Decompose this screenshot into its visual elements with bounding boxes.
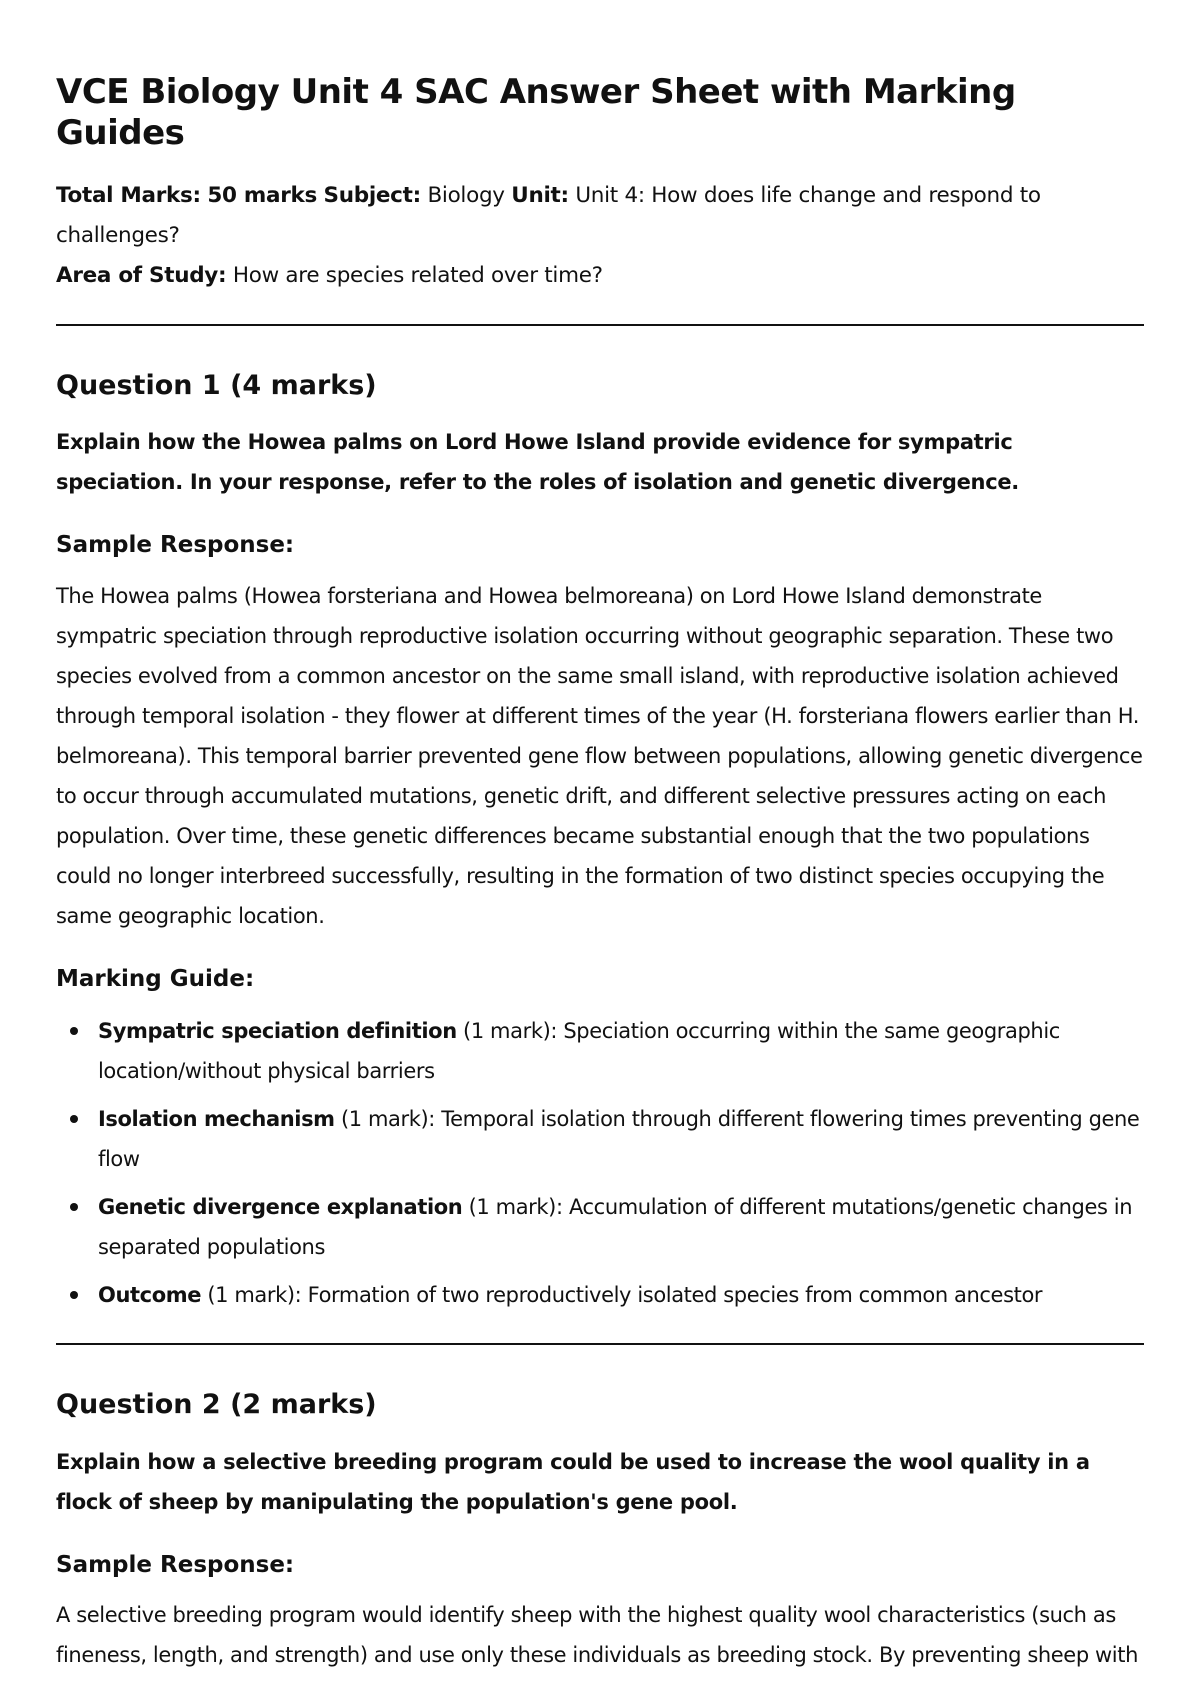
- bullet-icon: [70, 1115, 78, 1123]
- total-marks-label: Total Marks:: [56, 182, 201, 208]
- marking-guide-item: [98, 1275, 1144, 1315]
- marking-guide-list: [56, 1011, 1144, 1315]
- marking-guide-item: [98, 1011, 1144, 1091]
- sample-response-heading: Sample Response:: [56, 531, 295, 558]
- criterion-text: Formation of two reproductively isolated species from common ancestor: [307, 1283, 1043, 1308]
- total-marks-value: 50 marks: [207, 182, 317, 208]
- area-of-study-value: How are species related over time?: [232, 262, 603, 288]
- subject-value: Biology: [427, 182, 505, 208]
- criterion-text: Temporal isolation through different flowering times preventing gene flow: [98, 1107, 1140, 1172]
- area-of-study-label: Area of Study:: [56, 262, 227, 288]
- document-title: VCE Biology Unit 4 SAC Answer Sheet with Marking Guides: [56, 72, 1016, 153]
- unit-label: Unit:: [511, 182, 569, 208]
- criterion-marks: (1 mark):: [340, 1107, 435, 1132]
- question-heading: Question 1 (4 marks): [56, 369, 377, 401]
- bullet-icon: [70, 1203, 78, 1211]
- question-2: [56, 1389, 1144, 1675]
- criterion-term: Genetic divergence explanation: [98, 1195, 463, 1220]
- section-divider: [56, 1343, 1144, 1345]
- bullet-icon: [70, 1027, 78, 1035]
- document-meta: [56, 176, 1144, 296]
- criterion-text: Speciation occurring within the same geographic location/without physical barriers: [98, 1019, 1060, 1084]
- sample-response-text: The Howea palms (Howea forsteriana and Howea belmoreana) on Lord Howe Island demonstrate sympatric speciation through reproductive isolation occurring without geographic separation. These two species evolved from a common ancestor on the same small island, with reproductive isolation achieved through temporal isolation - they flower at different times of the year (H. forsteriana flowers earlier than H. belmoreana). This temporal barrier prevented gene flow between populations, allowing genetic divergence to occur through accumulated mutations, genetic drift, and different selective pressures acting on each population. Over time, these genetic differences became substantial enough that the two populations could no longer interbreed successfully, resulting in the formation of two distinct species occupying the same geographic location.: [56, 583, 1143, 928]
- criterion-text: Accumulation of different mutations/genetic changes in separated populations: [98, 1195, 1133, 1260]
- sample-response-heading: Sample Response:: [56, 1551, 295, 1578]
- bullet-icon: [70, 1291, 78, 1299]
- marking-guide-item: [98, 1187, 1144, 1267]
- question-prompt: Explain how a selective breeding program could be used to increase the wool quality in a flock of sheep by manipulating the population's gene pool.: [56, 1449, 1090, 1514]
- criterion-marks: (1 mark):: [207, 1283, 302, 1308]
- criterion-term: Isolation mechanism: [98, 1107, 335, 1132]
- marking-guide-heading: Marking Guide:: [56, 965, 255, 992]
- criterion-term: Outcome: [98, 1283, 202, 1308]
- sample-response-text: A selective breeding program would identify sheep with the highest quality wool characteristics (such as fineness, length, and strength) and use only these individuals as breeding stock. By preventing sheep with: [56, 1603, 1138, 1668]
- criterion-marks: (1 mark):: [463, 1019, 558, 1044]
- marking-guide-item: [98, 1099, 1144, 1179]
- question-heading: Question 2 (2 marks): [56, 1389, 377, 1421]
- criterion-marks: (1 mark):: [468, 1195, 563, 1220]
- question-1: [56, 370, 1144, 1316]
- section-divider: [56, 324, 1144, 326]
- question-prompt: Explain how the Howea palms on Lord Howe Island provide evidence for sympatric speciation. In your response, refer to the roles of isolation and genetic divergence.: [56, 429, 1019, 494]
- unit-value: Unit 4: How does life change and respond to challenges?: [56, 182, 1041, 248]
- subject-label: Subject:: [323, 182, 421, 208]
- criterion-term: Sympatric speciation definition: [98, 1019, 457, 1044]
